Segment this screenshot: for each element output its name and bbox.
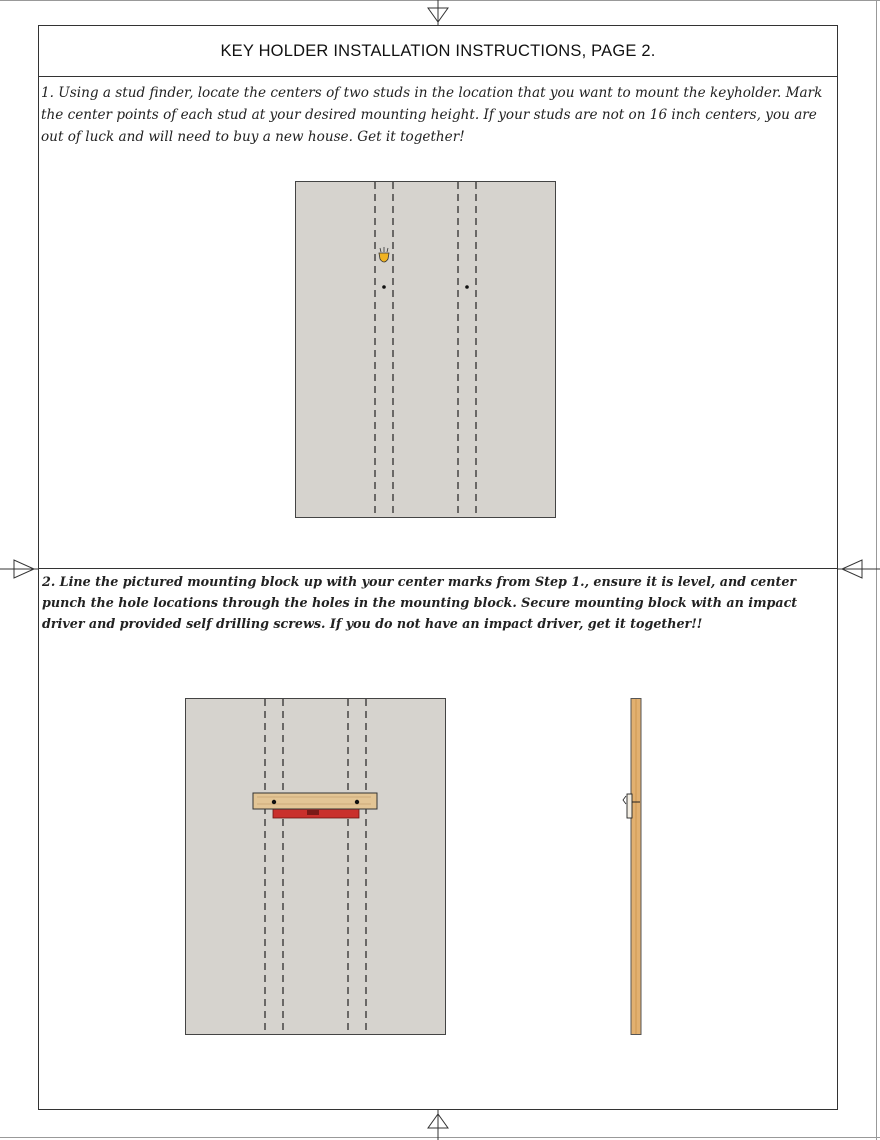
side-view-diagram [622,698,646,1036]
step-1-text: 1. Using a stud finder, locate the centers of two studs in the location that you want to mount the keyholder. Mark the center points of each stud at your desired mounting height. If your studs are not on 16 inch centers, you are out of luck and will need to buy a new house. Get it together! [41,85,823,145]
center-mark-1 [382,285,386,289]
wall-panel [186,699,446,1035]
mounting-hole-2 [355,800,359,804]
wall-panel [296,182,556,518]
page-title: KEY HOLDER INSTALLATION INSTRUCTIONS, PAGE 2. [220,41,656,60]
mounting-block [253,793,377,809]
mounting-hole-1 [272,800,276,804]
center-mark-2 [465,285,469,289]
step-2-text: 2. Line the pictured mounting block up with your center marks from Step 1., ensure it is level, and center punch the hole locations through the holes in the mounting block. Secure mounting block with an impact driver and provided self drilling screws. If you do not have an impact driver, get it together!! [42,574,798,631]
wall-diagram-step2 [185,698,447,1036]
marker-icon [379,247,389,262]
wall-diagram-step1 [295,181,557,519]
